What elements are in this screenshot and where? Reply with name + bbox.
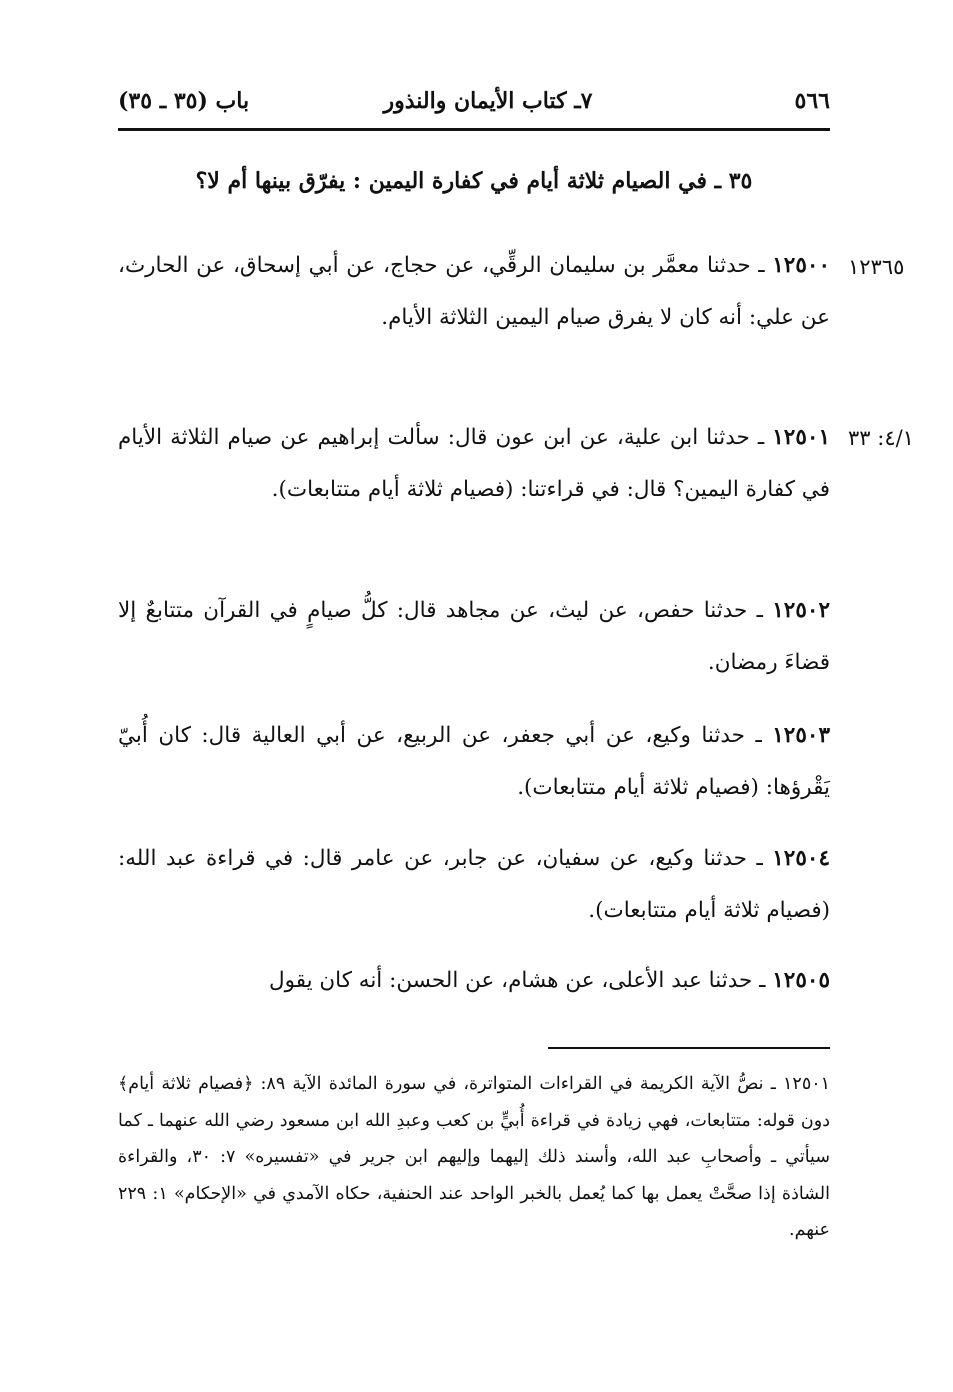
footnote-number: ١٢٥٠١ bbox=[783, 1074, 831, 1094]
hadith-entry bbox=[118, 955, 830, 1007]
hadith-entry bbox=[118, 710, 830, 814]
hadith-number: ١٢٥٠٤ bbox=[772, 846, 830, 871]
hadith-text: ـ حدثنا حفص، عن ليث، عن مجاهد قال: كلُّ صيامٍ في القرآن متتابعٌ إلا قضاءَ رمضان. bbox=[118, 598, 830, 675]
hadith-entry bbox=[118, 412, 830, 516]
hadith-number: ١٢٥٠٢ bbox=[772, 598, 830, 623]
hadith-number: ١٢٥٠٥ bbox=[772, 968, 830, 993]
hadith-entry bbox=[118, 833, 830, 937]
footnote-text: ـ نصُّ الآية الكريمة في القراءات المتواترة، في سورة المائدة الآية ٨٩: ﴿فصيام ثلاثة أيام﴾ دون قوله: متتابعات، فهي زيادة في قراءة أُبيٍّ بن كعب وعبدِ الله ابن مسعود رضي الله عنهما ـ كما سيأتي ـ وأصحابِ عبد الله، وأسند ذلك إليهما وإليهم ابن جرير في «تفسيره» ٧: ٣٠، والقراءة الشاذة إذا صحَّتْ يعمل بها كما يُعمل بالخبر الواحد عند الحنفية، حكاه الآمدي في «الإحكام» ١: ٢٢٩ عنهم. bbox=[118, 1074, 831, 1240]
bab-range: باب (٣٥ ـ ٣٥) bbox=[118, 88, 250, 114]
hadith-number: ١٢٥٠٣ bbox=[772, 723, 830, 748]
hadith-entry bbox=[118, 240, 830, 344]
hadith-entry bbox=[118, 585, 830, 689]
margin-reference: ١٢٣٦٥ bbox=[848, 255, 905, 279]
chapter-title: ٣٥ ـ في الصيام ثلاثة أيام في كفارة اليمين : يفرّق بينها أم لا؟ bbox=[195, 168, 753, 194]
margin-reference: ٤/١: ٣٣ bbox=[848, 426, 914, 450]
hadith-number: ١٢٥٠١ bbox=[772, 425, 830, 450]
hadith-text: ـ حدثنا معمَّر بن سليمان الرقِّي، عن حجاج، عن أبي إسحاق، عن الحارث، عن علي: أنه كان لا يفرق صيام اليمين الثلاثة الأيام. bbox=[118, 253, 830, 330]
hadith-text: ـ حدثنا ابن علية، عن ابن عون قال: سألت إبراهيم عن صيام الثلاثة الأيام في كفارة اليمين؟ قال: في قراءتنا: (فصيام ثلاثة أيام متتابعات). bbox=[118, 425, 830, 502]
hadith-number: ١٢٥٠٠ bbox=[772, 253, 830, 278]
page-number: ٥٦٦ bbox=[794, 88, 830, 114]
running-header bbox=[118, 88, 830, 131]
hadith-text: ـ حدثنا وكيع، عن سفيان، عن جابر، عن عامر قال: في قراءة عبد الله: (فصيام ثلاثة أيام متتابعات). bbox=[118, 846, 830, 923]
hadith-text: ـ حدثنا وكيع، عن أبي جعفر، عن الربيع، عن أبي العالية قال: كان أُبيّ يَقْرؤها: (فصيام ثلاثة أيام متتابعات). bbox=[118, 723, 830, 800]
hadith-text: ـ حدثنا عبد الأعلى، عن هشام، عن الحسن: أنه كان يقول bbox=[268, 968, 773, 993]
book-title: ٧ـ كتاب الأيمان والنذور bbox=[383, 88, 593, 114]
footnote bbox=[118, 1066, 830, 1249]
footnote-divider bbox=[548, 1047, 830, 1049]
